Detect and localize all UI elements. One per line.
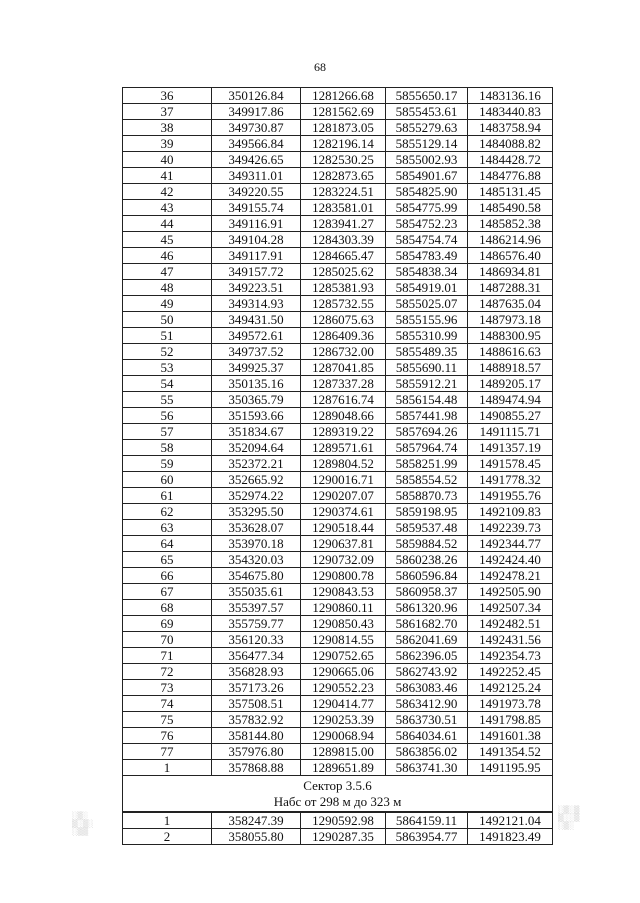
coord-y1-cell: 1290253.39 (301, 712, 386, 728)
coord-x1-cell: 357508.51 (212, 696, 301, 712)
point-number-cell: 1 (123, 812, 212, 829)
coord-x1-cell: 358055.80 (212, 829, 301, 845)
coord-y2-cell: 1492239.73 (468, 520, 553, 536)
faded-stamp-mark: ░▒░ ▒░▒░ ░▒▒ (72, 812, 94, 836)
coord-y1-cell: 1285025.62 (301, 264, 386, 280)
coord-x2-cell: 5862743.92 (386, 664, 468, 680)
table-row (123, 600, 553, 616)
coord-y2-cell: 1491973.78 (468, 696, 553, 712)
coord-y1-cell: 1286075.63 (301, 312, 386, 328)
coord-y1-cell: 1289048.66 (301, 408, 386, 424)
coord-x1-cell: 349223.51 (212, 280, 301, 296)
coord-y2-cell: 1492354.73 (468, 648, 553, 664)
coord-y1-cell: 1289571.61 (301, 440, 386, 456)
coord-x1-cell: 351834.67 (212, 424, 301, 440)
coord-y1-cell: 1284303.39 (301, 232, 386, 248)
point-number-cell: 61 (123, 488, 212, 504)
coord-y2-cell: 1485852.38 (468, 216, 553, 232)
coord-y1-cell: 1285381.93 (301, 280, 386, 296)
coord-y1-cell: 1290800.78 (301, 568, 386, 584)
point-number-cell: 36 (123, 88, 212, 104)
coord-x1-cell: 353295.50 (212, 504, 301, 520)
coord-x1-cell: 350365.79 (212, 392, 301, 408)
coord-x2-cell: 5858251.99 (386, 456, 468, 472)
coord-y2-cell: 1487635.04 (468, 296, 553, 312)
table-row (123, 424, 553, 440)
point-number-cell: 64 (123, 536, 212, 552)
coord-y1-cell: 1290665.06 (301, 664, 386, 680)
table-row (123, 280, 553, 296)
table-row (123, 680, 553, 696)
coord-y1-cell: 1287616.74 (301, 392, 386, 408)
coord-y2-cell: 1484776.88 (468, 168, 553, 184)
coord-y2-cell: 1492478.21 (468, 568, 553, 584)
point-number-cell: 48 (123, 280, 212, 296)
point-number-cell: 2 (123, 829, 212, 845)
table-row (123, 648, 553, 664)
coord-x2-cell: 5863730.51 (386, 712, 468, 728)
point-number-cell: 51 (123, 328, 212, 344)
coord-y2-cell: 1491955.76 (468, 488, 553, 504)
point-number-cell: 75 (123, 712, 212, 728)
coord-x2-cell: 5859884.52 (386, 536, 468, 552)
coord-x1-cell: 349220.55 (212, 184, 301, 200)
table-row (123, 568, 553, 584)
coord-y1-cell: 1290732.09 (301, 552, 386, 568)
coord-y2-cell: 1489474.94 (468, 392, 553, 408)
coord-y2-cell: 1488300.95 (468, 328, 553, 344)
table-row (123, 616, 553, 632)
sector-title: Сектор 3.5.6 (303, 778, 372, 793)
table-row (123, 440, 553, 456)
coord-y1-cell: 1283941.27 (301, 216, 386, 232)
coord-y1-cell: 1290414.77 (301, 696, 386, 712)
table-row (123, 728, 553, 744)
coord-x2-cell: 5855129.14 (386, 136, 468, 152)
table-row (123, 184, 553, 200)
coord-y2-cell: 1492505.90 (468, 584, 553, 600)
coord-y1-cell: 1287041.85 (301, 360, 386, 376)
coord-y1-cell: 1290637.81 (301, 536, 386, 552)
coord-y1-cell: 1290207.07 (301, 488, 386, 504)
table-row (123, 216, 553, 232)
coord-x1-cell: 349157.72 (212, 264, 301, 280)
coord-x2-cell: 5854919.01 (386, 280, 468, 296)
point-number-cell: 43 (123, 200, 212, 216)
coord-x2-cell: 5860596.84 (386, 568, 468, 584)
coord-x1-cell: 349730.87 (212, 120, 301, 136)
coord-x2-cell: 5855310.99 (386, 328, 468, 344)
coord-y1-cell: 1290752.65 (301, 648, 386, 664)
point-number-cell: 46 (123, 248, 212, 264)
coord-x1-cell: 358144.80 (212, 728, 301, 744)
table-row (123, 829, 553, 845)
table-row (123, 376, 553, 392)
coord-x1-cell: 352974.22 (212, 488, 301, 504)
coord-x2-cell: 5861682.70 (386, 616, 468, 632)
coord-x2-cell: 5862041.69 (386, 632, 468, 648)
point-number-cell: 44 (123, 216, 212, 232)
coord-y2-cell: 1483136.16 (468, 88, 553, 104)
coord-x2-cell: 5855279.63 (386, 120, 468, 136)
coord-y2-cell: 1491354.52 (468, 744, 553, 760)
coord-x1-cell: 355397.57 (212, 600, 301, 616)
point-number-cell: 40 (123, 152, 212, 168)
table-row (123, 168, 553, 184)
table-row (123, 232, 553, 248)
coord-y2-cell: 1492507.34 (468, 600, 553, 616)
coord-y2-cell: 1491115.71 (468, 424, 553, 440)
coord-y1-cell: 1290814.55 (301, 632, 386, 648)
coord-y2-cell: 1491823.49 (468, 829, 553, 845)
table-row (123, 120, 553, 136)
point-number-cell: 52 (123, 344, 212, 360)
table-row (123, 136, 553, 152)
coord-x2-cell: 5855690.11 (386, 360, 468, 376)
coord-y2-cell: 1487973.18 (468, 312, 553, 328)
table-row (123, 552, 553, 568)
coord-y1-cell: 1290552.23 (301, 680, 386, 696)
point-number-cell: 38 (123, 120, 212, 136)
coord-x1-cell: 349737.52 (212, 344, 301, 360)
coord-x1-cell: 350135.16 (212, 376, 301, 392)
table-row (123, 200, 553, 216)
coord-y2-cell: 1492482.51 (468, 616, 553, 632)
point-number-cell: 37 (123, 104, 212, 120)
coord-y2-cell: 1488918.57 (468, 360, 553, 376)
coord-x1-cell: 353628.07 (212, 520, 301, 536)
coord-y1-cell: 1290374.61 (301, 504, 386, 520)
coord-y1-cell: 1283224.51 (301, 184, 386, 200)
coord-x1-cell: 349917.86 (212, 104, 301, 120)
coord-y2-cell: 1488616.63 (468, 344, 553, 360)
table-row (123, 632, 553, 648)
coord-x1-cell: 349104.28 (212, 232, 301, 248)
coord-y1-cell: 1285732.55 (301, 296, 386, 312)
coord-x2-cell: 5863741.30 (386, 760, 468, 776)
coord-x2-cell: 5854775.99 (386, 200, 468, 216)
coord-y2-cell: 1492431.56 (468, 632, 553, 648)
coord-x2-cell: 5860958.37 (386, 584, 468, 600)
table-row (123, 296, 553, 312)
coord-x1-cell: 349426.65 (212, 152, 301, 168)
coordinates-table (122, 87, 553, 845)
coord-y1-cell: 1281873.05 (301, 120, 386, 136)
coord-y2-cell: 1492344.77 (468, 536, 553, 552)
coord-x1-cell: 355035.61 (212, 584, 301, 600)
point-number-cell: 1 (123, 760, 212, 776)
coord-y2-cell: 1484088.82 (468, 136, 553, 152)
coord-y2-cell: 1491578.45 (468, 456, 553, 472)
sector-header-section (123, 776, 553, 813)
table-row (123, 520, 553, 536)
coord-y1-cell: 1286409.36 (301, 328, 386, 344)
coord-y2-cell: 1485490.58 (468, 200, 553, 216)
coord-x2-cell: 5857694.26 (386, 424, 468, 440)
point-number-cell: 50 (123, 312, 212, 328)
table-row (123, 696, 553, 712)
coord-y2-cell: 1486934.81 (468, 264, 553, 280)
coord-y2-cell: 1492252.45 (468, 664, 553, 680)
coord-y1-cell: 1290068.94 (301, 728, 386, 744)
point-number-cell: 42 (123, 184, 212, 200)
point-number-cell: 59 (123, 456, 212, 472)
coord-y2-cell: 1483758.94 (468, 120, 553, 136)
point-number-cell: 71 (123, 648, 212, 664)
coord-x1-cell: 357868.88 (212, 760, 301, 776)
table-row (123, 104, 553, 120)
coord-x1-cell: 356477.34 (212, 648, 301, 664)
sector-header-row (123, 776, 553, 813)
point-number-cell: 47 (123, 264, 212, 280)
point-number-cell: 58 (123, 440, 212, 456)
coord-x1-cell: 354320.03 (212, 552, 301, 568)
coord-x1-cell: 349431.50 (212, 312, 301, 328)
coord-x2-cell: 5855489.35 (386, 344, 468, 360)
coord-y1-cell: 1290287.35 (301, 829, 386, 845)
coord-x1-cell: 349155.74 (212, 200, 301, 216)
coord-x1-cell: 352094.64 (212, 440, 301, 456)
coord-y2-cell: 1492424.40 (468, 552, 553, 568)
coord-y2-cell: 1487288.31 (468, 280, 553, 296)
coord-y2-cell: 1492121.04 (468, 812, 553, 829)
coord-y1-cell: 1289319.22 (301, 424, 386, 440)
coord-y2-cell: 1491601.38 (468, 728, 553, 744)
point-number-cell: 53 (123, 360, 212, 376)
point-number-cell: 73 (123, 680, 212, 696)
coord-x1-cell: 349116.91 (212, 216, 301, 232)
point-number-cell: 45 (123, 232, 212, 248)
coord-y2-cell: 1486576.40 (468, 248, 553, 264)
coord-y1-cell: 1287337.28 (301, 376, 386, 392)
table-row (123, 312, 553, 328)
coord-x1-cell: 356828.93 (212, 664, 301, 680)
point-number-cell: 54 (123, 376, 212, 392)
table-row (123, 344, 553, 360)
point-number-cell: 76 (123, 728, 212, 744)
coord-y1-cell: 1289815.00 (301, 744, 386, 760)
coord-x1-cell: 349314.93 (212, 296, 301, 312)
coord-x1-cell: 358247.39 (212, 812, 301, 829)
coord-x1-cell: 349925.37 (212, 360, 301, 376)
point-number-cell: 67 (123, 584, 212, 600)
point-number-cell: 72 (123, 664, 212, 680)
coord-x2-cell: 5859537.48 (386, 520, 468, 536)
coord-y1-cell: 1282873.65 (301, 168, 386, 184)
coord-x1-cell: 355759.77 (212, 616, 301, 632)
table-row (123, 456, 553, 472)
point-number-cell: 74 (123, 696, 212, 712)
coord-x1-cell: 356120.33 (212, 632, 301, 648)
table-row (123, 248, 553, 264)
point-number-cell: 41 (123, 168, 212, 184)
coord-y2-cell: 1485131.45 (468, 184, 553, 200)
faded-stamp-mark: ░▒░▒ ▒░░▒ ░▒░ (558, 806, 580, 830)
coord-y2-cell: 1491798.85 (468, 712, 553, 728)
page-number: 68 (314, 60, 326, 74)
point-number-cell: 57 (123, 424, 212, 440)
coord-x2-cell: 5855650.17 (386, 88, 468, 104)
coord-y1-cell: 1290592.98 (301, 812, 386, 829)
point-number-cell: 60 (123, 472, 212, 488)
coord-x2-cell: 5864159.11 (386, 812, 468, 829)
table-row (123, 152, 553, 168)
coord-x1-cell: 357173.26 (212, 680, 301, 696)
point-number-cell: 70 (123, 632, 212, 648)
coord-x2-cell: 5861320.96 (386, 600, 468, 616)
table-row (123, 712, 553, 728)
coord-y2-cell: 1491778.32 (468, 472, 553, 488)
coord-x1-cell: 352372.21 (212, 456, 301, 472)
coord-x2-cell: 5854754.74 (386, 232, 468, 248)
table-row (123, 88, 553, 104)
coord-y1-cell: 1289651.89 (301, 760, 386, 776)
coord-y1-cell: 1290843.53 (301, 584, 386, 600)
table-row (123, 584, 553, 600)
coord-x1-cell: 349311.01 (212, 168, 301, 184)
coord-x2-cell: 5863954.77 (386, 829, 468, 845)
coord-y1-cell: 1282196.14 (301, 136, 386, 152)
point-number-cell: 65 (123, 552, 212, 568)
point-number-cell: 49 (123, 296, 212, 312)
table-row (123, 328, 553, 344)
table-row (123, 760, 553, 776)
coord-x2-cell: 5863083.46 (386, 680, 468, 696)
table-row (123, 812, 553, 829)
coord-x2-cell: 5857964.74 (386, 440, 468, 456)
coord-y2-cell: 1486214.96 (468, 232, 553, 248)
coord-x2-cell: 5863412.90 (386, 696, 468, 712)
coord-x1-cell: 349566.84 (212, 136, 301, 152)
coord-y1-cell: 1289804.52 (301, 456, 386, 472)
coord-x2-cell: 5854752.23 (386, 216, 468, 232)
coord-x2-cell: 5855025.07 (386, 296, 468, 312)
point-number-cell: 66 (123, 568, 212, 584)
coord-x2-cell: 5855155.96 (386, 312, 468, 328)
coord-y2-cell: 1491357.19 (468, 440, 553, 456)
coord-x1-cell: 357976.80 (212, 744, 301, 760)
coord-x1-cell: 357832.92 (212, 712, 301, 728)
coord-x2-cell: 5855912.21 (386, 376, 468, 392)
coord-x2-cell: 5858870.73 (386, 488, 468, 504)
coord-x2-cell: 5854825.90 (386, 184, 468, 200)
coord-x2-cell: 5854901.67 (386, 168, 468, 184)
coord-x1-cell: 354675.80 (212, 568, 301, 584)
coord-y1-cell: 1286732.00 (301, 344, 386, 360)
table-row (123, 536, 553, 552)
coord-y2-cell: 1490855.27 (468, 408, 553, 424)
coord-y1-cell: 1290016.71 (301, 472, 386, 488)
coord-y1-cell: 1290860.11 (301, 600, 386, 616)
table-row (123, 392, 553, 408)
coord-x1-cell: 353970.18 (212, 536, 301, 552)
table-row (123, 264, 553, 280)
coord-y1-cell: 1290850.43 (301, 616, 386, 632)
table-row (123, 408, 553, 424)
sector-height-range: Набс от 298 м до 323 м (273, 794, 402, 809)
coord-x1-cell: 349572.61 (212, 328, 301, 344)
coordinates-table-body-bottom (123, 812, 553, 845)
coord-x2-cell: 5857441.98 (386, 408, 468, 424)
coord-y1-cell: 1283581.01 (301, 200, 386, 216)
coord-x2-cell: 5854783.49 (386, 248, 468, 264)
table-row (123, 472, 553, 488)
coord-y2-cell: 1492109.83 (468, 504, 553, 520)
sector-header-cell (123, 776, 553, 813)
coord-x1-cell: 351593.66 (212, 408, 301, 424)
table-row (123, 504, 553, 520)
coord-y2-cell: 1492125.24 (468, 680, 553, 696)
coord-y1-cell: 1290518.44 (301, 520, 386, 536)
point-number-cell: 39 (123, 136, 212, 152)
coord-x2-cell: 5864034.61 (386, 728, 468, 744)
point-number-cell: 68 (123, 600, 212, 616)
table-row (123, 360, 553, 376)
coord-x1-cell: 350126.84 (212, 88, 301, 104)
table-row (123, 744, 553, 760)
table-row (123, 664, 553, 680)
coord-y1-cell: 1282530.25 (301, 152, 386, 168)
coord-y2-cell: 1483440.83 (468, 104, 553, 120)
coord-y2-cell: 1484428.72 (468, 152, 553, 168)
point-number-cell: 63 (123, 520, 212, 536)
point-number-cell: 62 (123, 504, 212, 520)
coord-y1-cell: 1281266.68 (301, 88, 386, 104)
coord-y1-cell: 1281562.69 (301, 104, 386, 120)
coord-x2-cell: 5858554.52 (386, 472, 468, 488)
coord-y1-cell: 1284665.47 (301, 248, 386, 264)
coord-y2-cell: 1491195.95 (468, 760, 553, 776)
coord-x2-cell: 5859198.95 (386, 504, 468, 520)
point-number-cell: 77 (123, 744, 212, 760)
coord-x2-cell: 5856154.48 (386, 392, 468, 408)
coordinates-table-body-top (123, 88, 553, 776)
table-row (123, 488, 553, 504)
coord-y2-cell: 1489205.17 (468, 376, 553, 392)
point-number-cell: 55 (123, 392, 212, 408)
coord-x2-cell: 5863856.02 (386, 744, 468, 760)
coord-x2-cell: 5862396.05 (386, 648, 468, 664)
coord-x1-cell: 352665.92 (212, 472, 301, 488)
coord-x2-cell: 5860238.26 (386, 552, 468, 568)
coord-x2-cell: 5855002.93 (386, 152, 468, 168)
point-number-cell: 56 (123, 408, 212, 424)
coord-x2-cell: 5855453.61 (386, 104, 468, 120)
point-number-cell: 69 (123, 616, 212, 632)
coord-x1-cell: 349117.91 (212, 248, 301, 264)
coord-x2-cell: 5854838.34 (386, 264, 468, 280)
